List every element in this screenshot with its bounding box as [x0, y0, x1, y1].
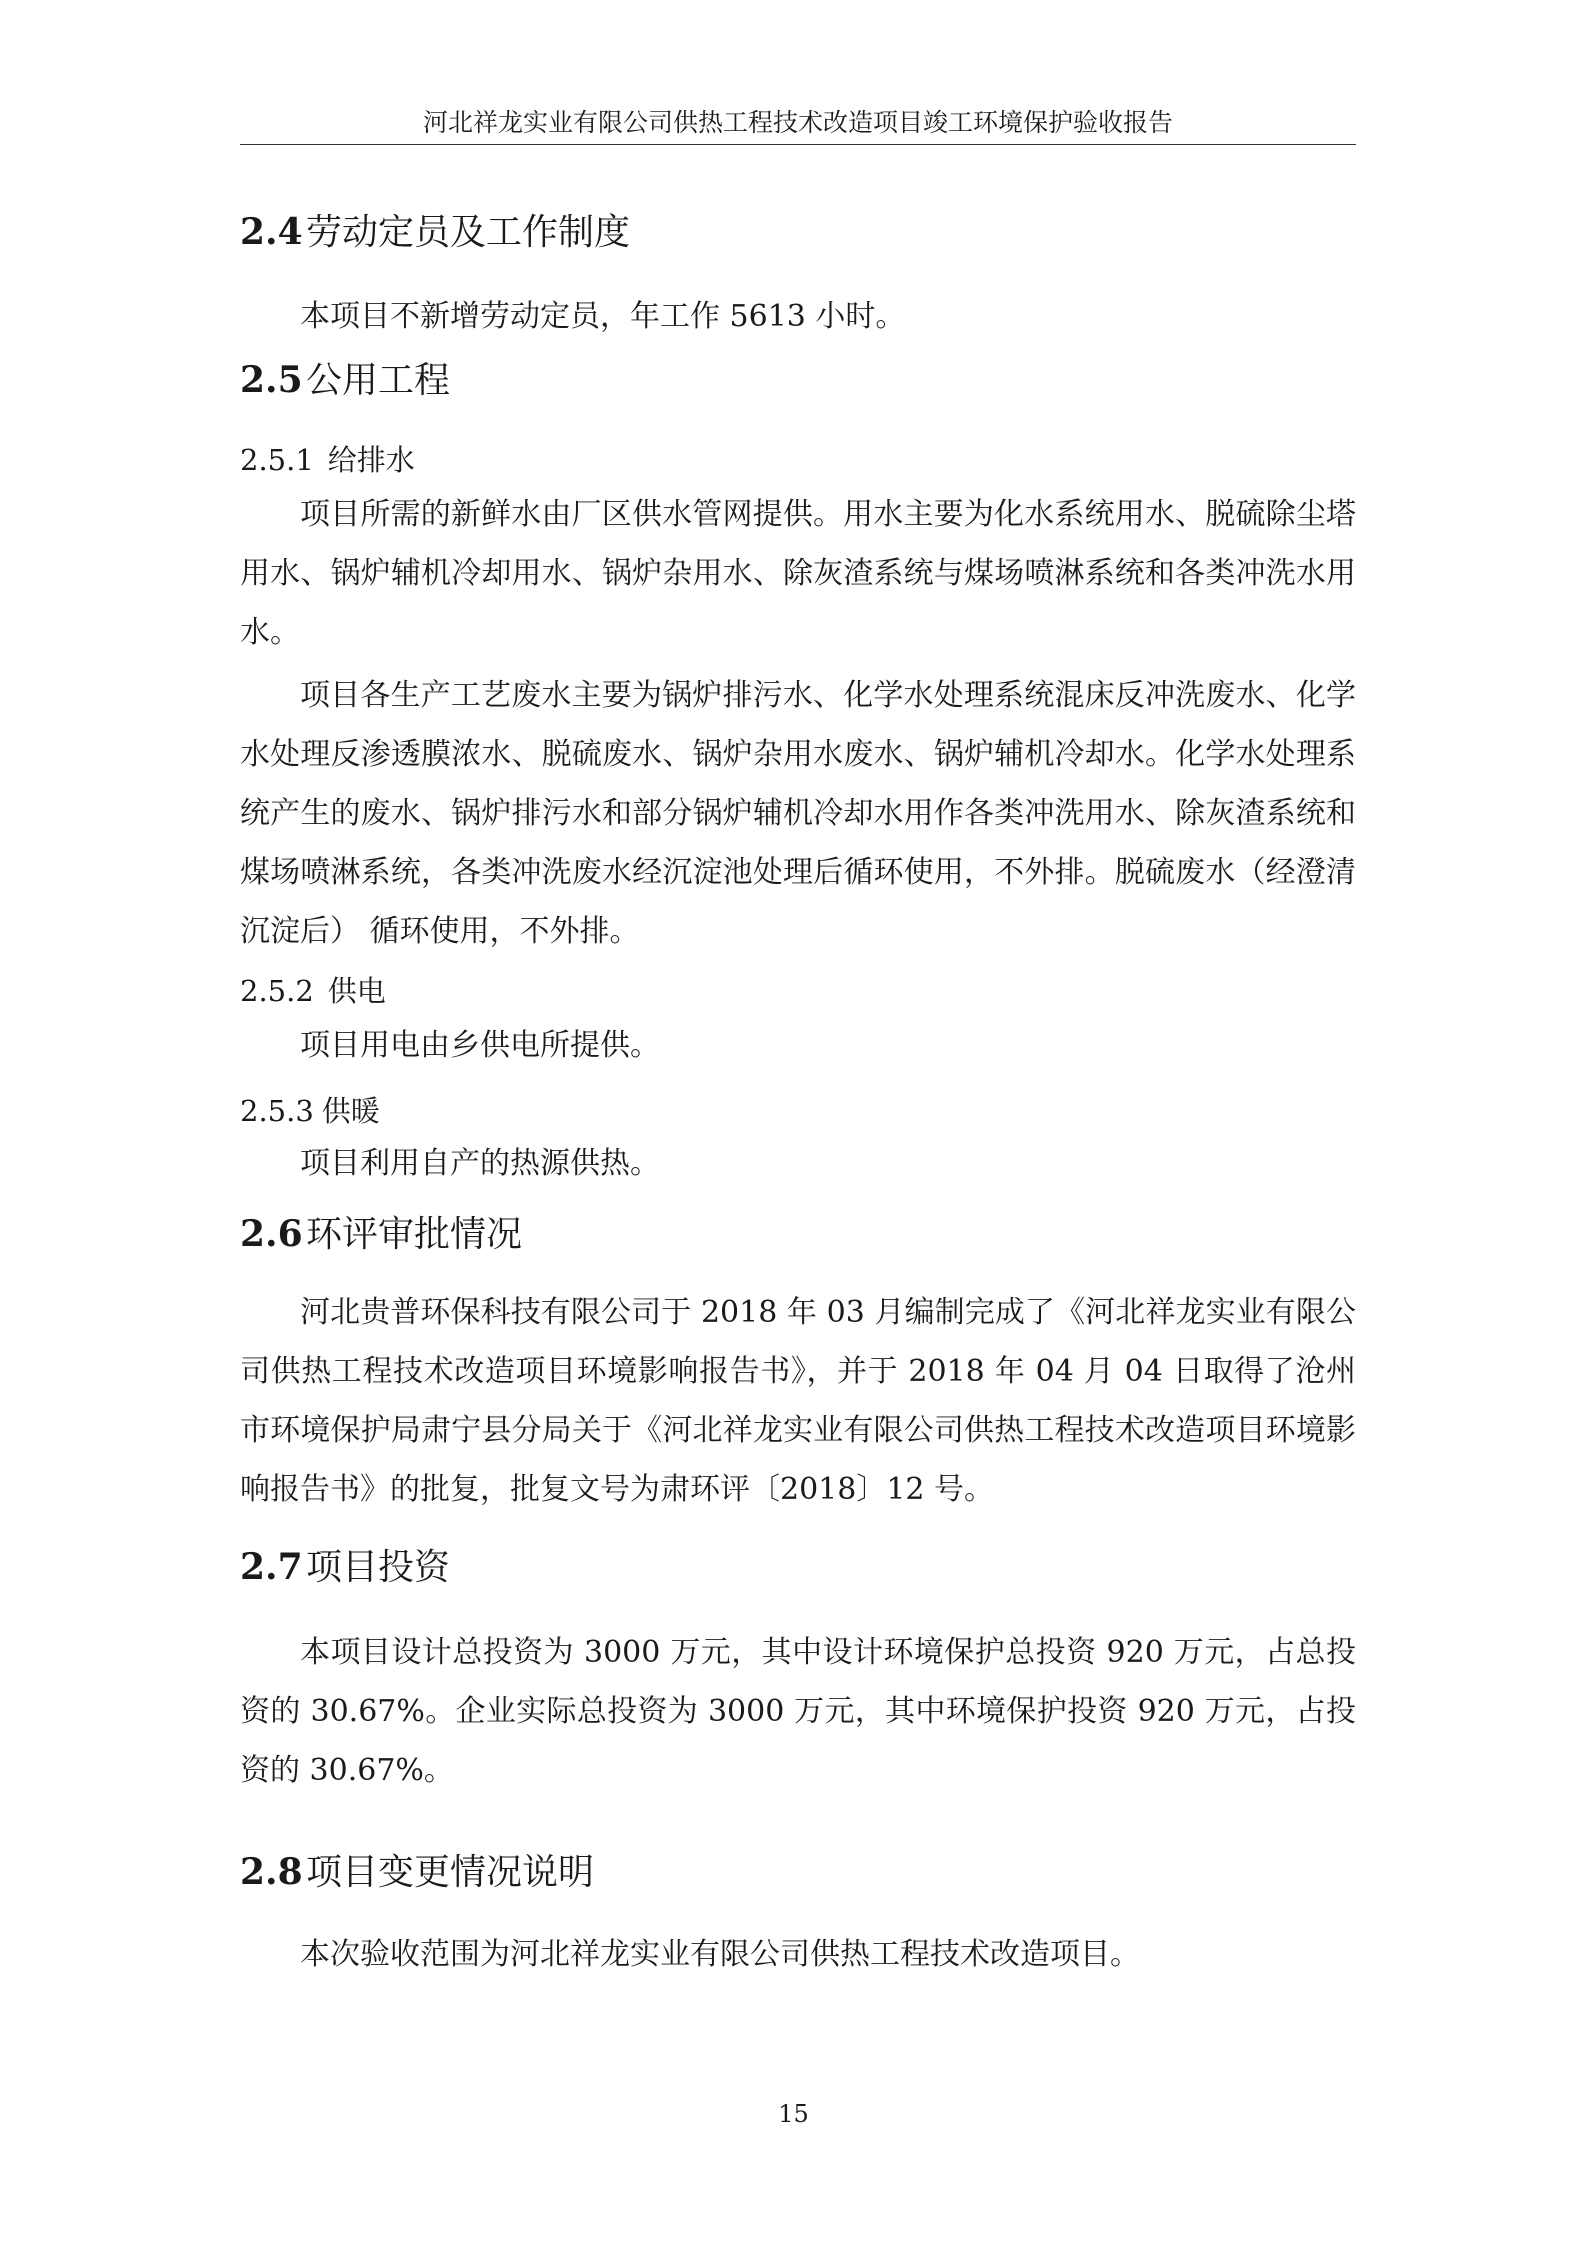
section-heading-2-5 [240, 358, 450, 403]
paragraph-2-5-2: 项目用电由乡供电所提供。 [300, 1028, 660, 1063]
paragraph-2-5-1-a: 项目所需的新鲜水由厂区供水管网提供。用水主要为化水系统用水、脱硫除尘塔用水、锅炉辅机冷却用水、锅炉杂用水、除灰渣系统与煤场喷淋系统和各类冲洗水用水。 [240, 497, 1356, 650]
paragraph-2-5-1-b: 项目各生产工艺废水主要为锅炉排污水、化学水处理系统混床反冲洗废水、化学水处理反渗透膜浓水、脱硫废水、锅炉杂用水废水、锅炉辅机冷却水。化学水处理系统产生的废水、锅炉排污水和部分锅炉辅机冷却水用作各类冲洗用水、除灰渣系统和煤场喷淋系统，各类冲洗废水经沉淀池处理后循环使用，不外排。脱硫废水（经澄清沉淀后） 循环使用，不外排。 [240, 678, 1356, 949]
running-header: 河北祥龙实业有限公司供热工程技术改造项目竣工环境保护验收报告 [422, 108, 1173, 137]
page-number: 15 [778, 2100, 809, 2128]
section-number: 2.4 [240, 211, 303, 253]
subsection-heading-2-5-2 [240, 973, 386, 1009]
paragraph-2-8: 本次验收范围为河北祥龙实业有限公司供热工程技术改造项目。 [300, 1937, 1140, 1972]
section-title: 劳动定员及工作制度 [306, 212, 631, 253]
section-title: 公用工程 [306, 360, 451, 401]
section-heading-2-8 [240, 1850, 594, 1895]
section-number: 2.7 [240, 1546, 303, 1588]
section-title: 项目投资 [306, 1547, 451, 1588]
section-number: 2.5 [240, 359, 303, 401]
section-heading-2-7 [240, 1545, 450, 1590]
subsection-number: 2.5.1 [240, 443, 314, 477]
subsection-title: 给排水 [327, 443, 415, 477]
section-title: 项目变更情况说明 [306, 1852, 595, 1893]
subsection-heading-2-5-3 [240, 1093, 380, 1129]
paragraph-2-6: 河北贵普环保科技有限公司于 2018 年 03 月编制完成了《河北祥龙实业有限公司供热工程技术改造项目环境影响报告书》，并于 2018 年 04 月 04 日取得了沧州市环境保护局肃宁县分局关于《河北祥龙实业有限公司供热工程技术改造项目环境影响报告书》的批复，批复文号为肃环评〔2018〕12 号。 [240, 1295, 1356, 1507]
paragraph-2-5-3: 项目利用自产的热源供热。 [300, 1146, 660, 1181]
section-number: 2.6 [240, 1213, 303, 1255]
section-number: 2.8 [240, 1851, 303, 1893]
section-title: 环评审批情况 [306, 1214, 523, 1255]
subsection-heading-2-5-1 [240, 442, 415, 478]
subsection-number: 2.5.2 [240, 974, 314, 1008]
section-heading-2-4 [240, 210, 630, 255]
subsection-number: 2.5.3 [240, 1094, 314, 1128]
section-heading-2-6 [240, 1212, 522, 1257]
subsection-title: 供暖 [321, 1094, 380, 1128]
paragraph-2-7: 本项目设计总投资为 3000 万元，其中设计环境保护总投资 920 万元，占总投资的 30.67%。企业实际总投资为 3000 万元，其中环境保护投资 920 万元，占投资的 30.67%。 [240, 1635, 1356, 1788]
paragraph-2-4: 本项目不新增劳动定员，年工作 5613 小时。 [300, 299, 906, 334]
subsection-title: 供电 [327, 974, 386, 1008]
header-rule [240, 144, 1356, 145]
